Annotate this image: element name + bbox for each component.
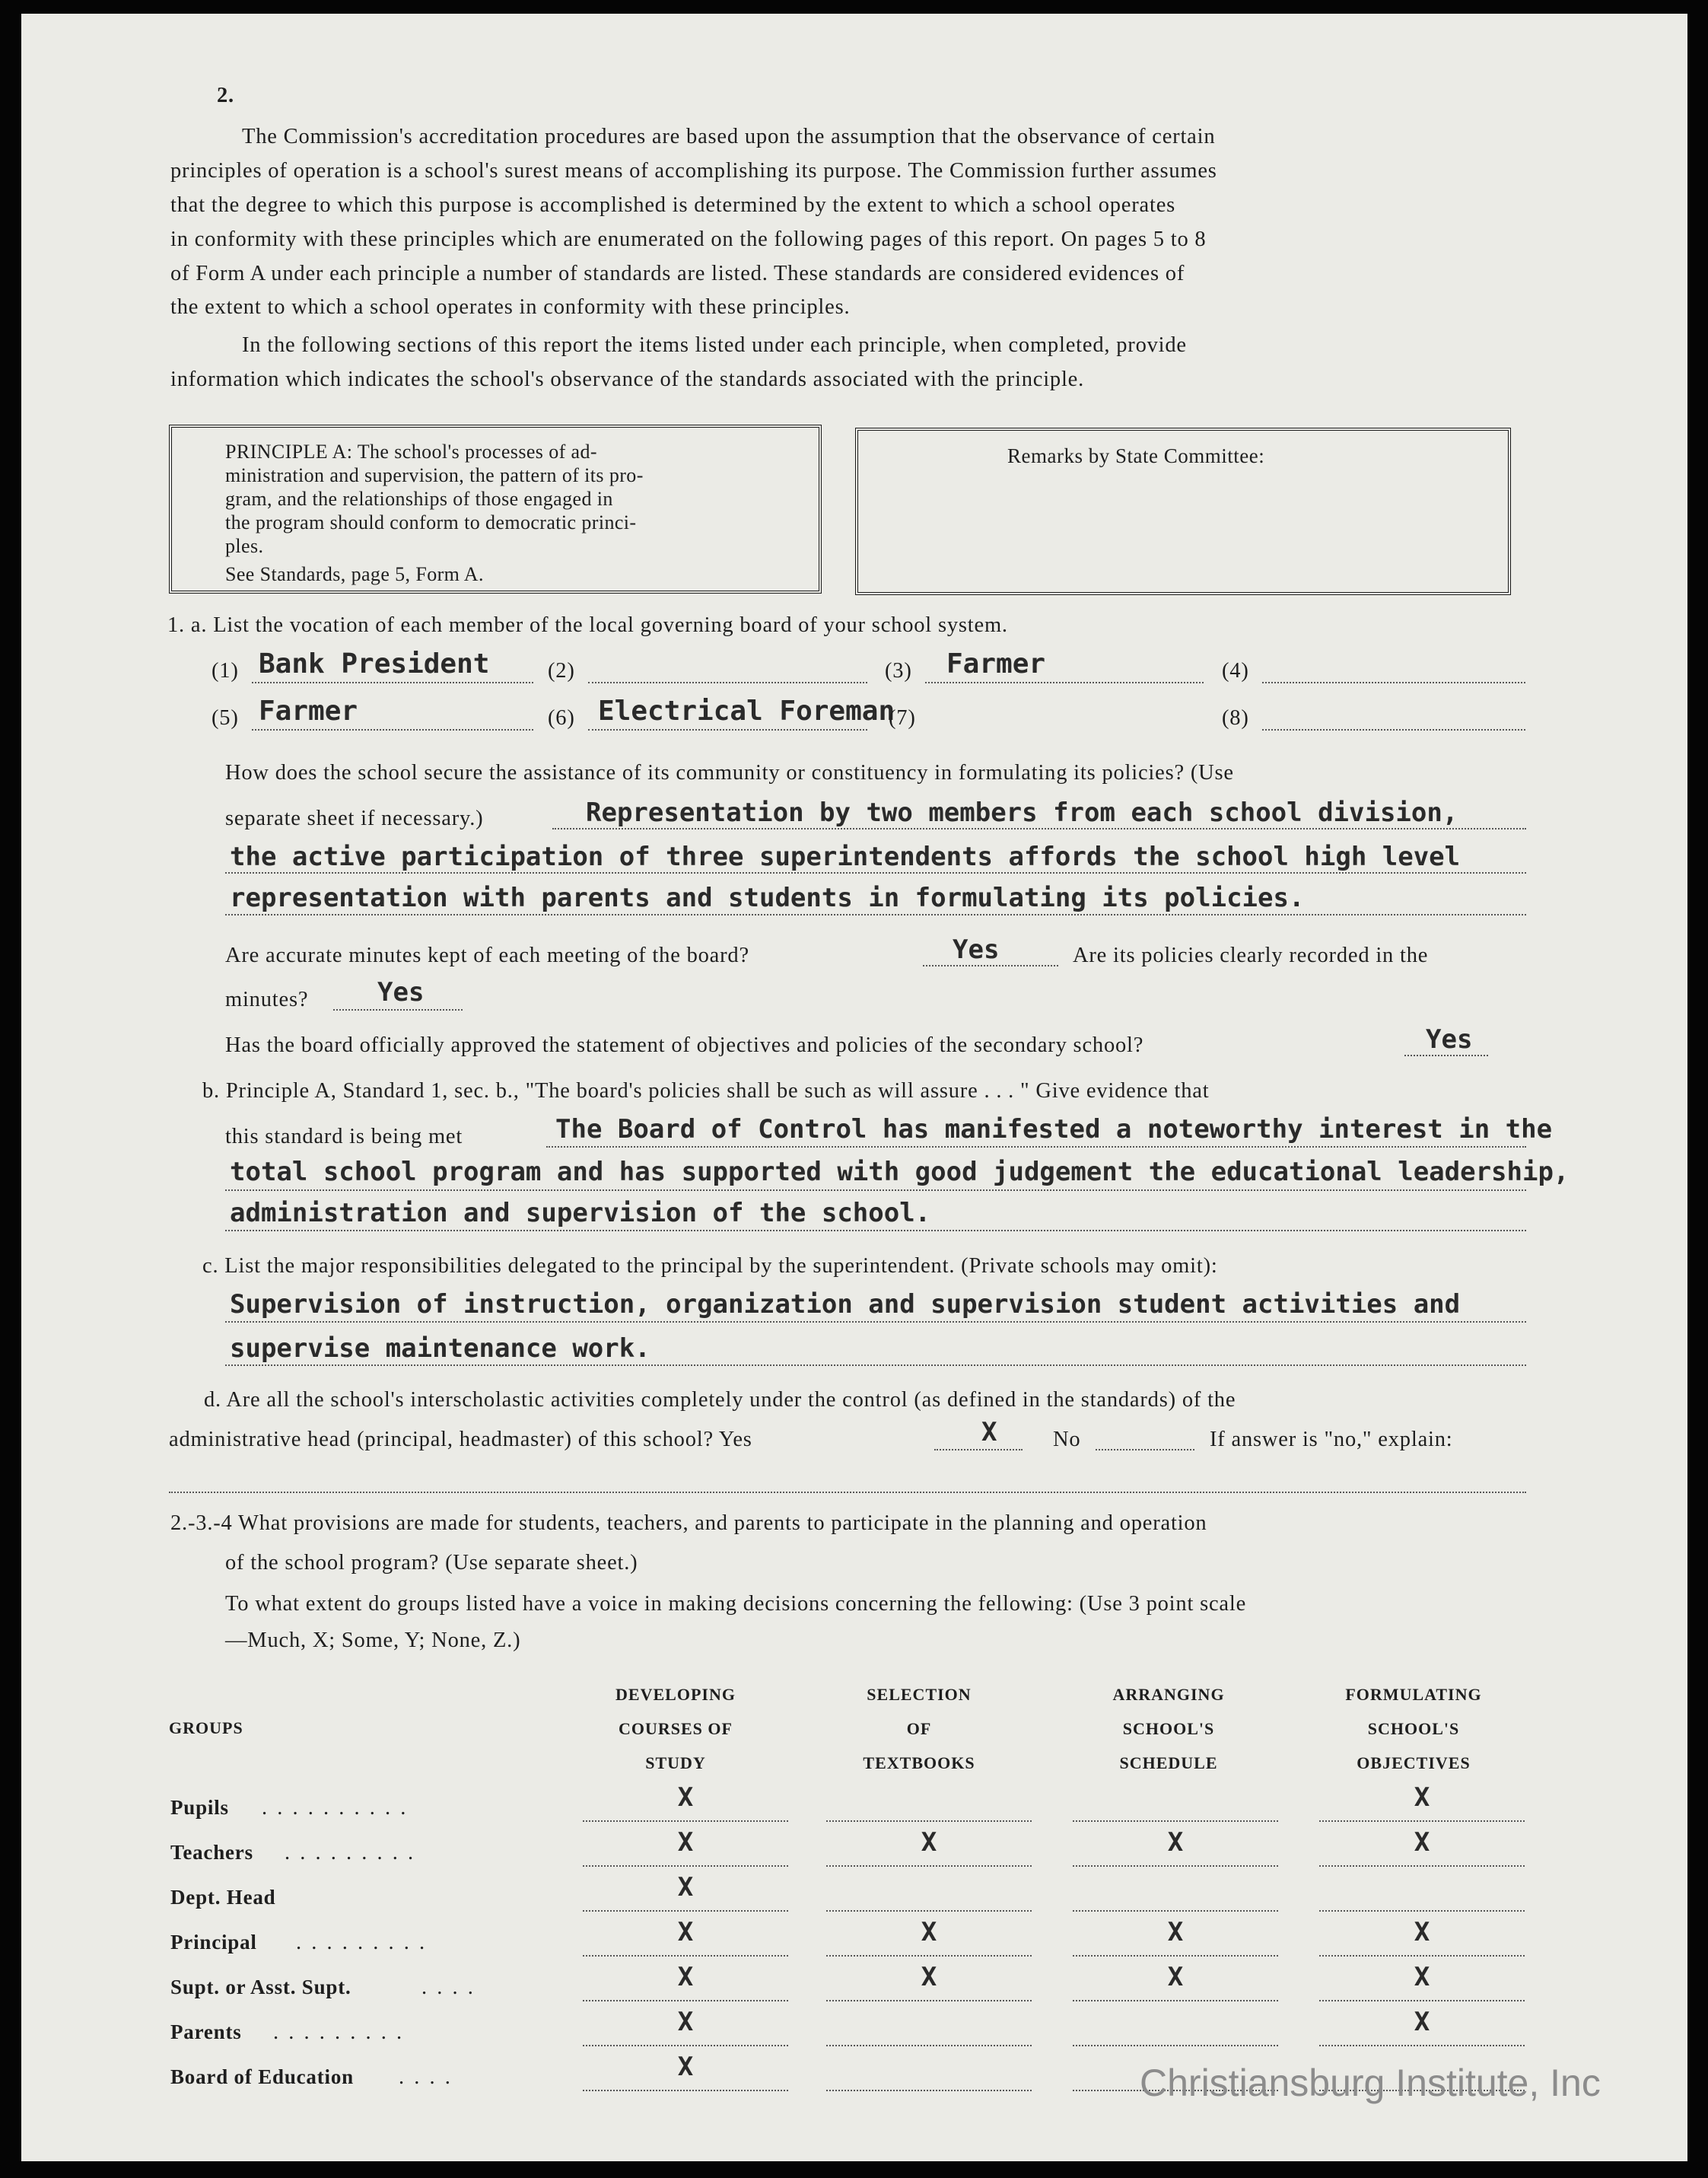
member-1-label: (1) xyxy=(212,659,239,683)
table-cell-line xyxy=(1319,1820,1525,1822)
minutes-question: Are accurate minutes kept of each meeting of the board? xyxy=(225,944,749,967)
remarks-label: Remarks by State Committee: xyxy=(1007,444,1265,467)
member-5-value[interactable]: Farmer xyxy=(259,696,358,727)
table-row-leader: . . . . xyxy=(421,1976,476,1999)
question-234-2: of the school program? (Use separate sheet.) xyxy=(225,1551,638,1575)
question-1c: c. List the major responsibilities delegated to the principal by the superintendent. (Private schools may omit): xyxy=(202,1254,1218,1278)
table-cell-mark[interactable]: X xyxy=(1167,1962,1184,1992)
member-6-value[interactable]: Electrical Foreman xyxy=(598,696,895,727)
table-cell-line xyxy=(583,2045,788,2046)
intro-line: that the degree to which this purpose is accomplished is determined by the extent to which a school operates xyxy=(170,193,1176,217)
community-question: How does the school secure the assistance of its community or constituency in formulating its policies? (Use xyxy=(225,761,1234,785)
explain-label: If answer is "no," explain: xyxy=(1210,1428,1453,1451)
intro-line: the extent to which a school operates in conformity with these principles. xyxy=(170,295,851,319)
table-cell-line xyxy=(826,1865,1032,1867)
table-cell-line xyxy=(826,1910,1032,1912)
column-header-objectives: FORMULATING SCHOOL'S OBJECTIVES xyxy=(1345,1685,1482,1772)
member-3-value[interactable]: Farmer xyxy=(946,648,1046,680)
question-1b: b. Principle A, Standard 1, sec. b., "The board's policies shall be such as will assure . . . " Give evidence that xyxy=(202,1079,1210,1103)
table-cell-mark[interactable]: X xyxy=(1414,1827,1430,1858)
table-cell-line xyxy=(826,1955,1032,1957)
column-header-courses: DEVELOPING COURSES OF STUDY xyxy=(615,1685,736,1772)
table-cell-mark[interactable]: X xyxy=(1167,1917,1184,1947)
form-page xyxy=(21,14,1687,2161)
column-header-schedule: ARRANGING SCHOOL'S SCHEDULE xyxy=(1112,1685,1225,1772)
table-cell-line xyxy=(1319,1865,1525,1867)
table-cell-mark[interactable]: X xyxy=(677,1872,694,1903)
responsibilities-answer-1[interactable]: Supervision of instruction, organization and supervision student activities and xyxy=(230,1289,1461,1320)
standard-answer-1[interactable]: The Board of Control has manifested a noteworthy interest in the xyxy=(555,1114,1553,1145)
member-7-label: (7) xyxy=(889,706,916,730)
table-row-leader: . . . . . . . . . xyxy=(285,1841,416,1864)
policies-answer[interactable]: Yes xyxy=(377,977,425,1008)
question-234-3: To what extent do groups listed have a voice in making decisions concerning the fellowing: (Use 3 point scale xyxy=(225,1592,1247,1616)
objectives-answer[interactable]: Yes xyxy=(1426,1024,1473,1055)
community-answer-3[interactable]: representation with parents and students in formulating its policies. xyxy=(230,883,1305,913)
minutes-answer[interactable]: Yes xyxy=(953,935,1000,965)
table-cell-line xyxy=(1073,1820,1278,1822)
table-cell-mark[interactable]: X xyxy=(1414,1917,1430,1947)
question-1a: 1. a. List the vocation of each member of the local governing board of your school system. xyxy=(167,613,1008,637)
no-label: No xyxy=(1053,1428,1081,1451)
table-cell-mark[interactable]: X xyxy=(677,1962,694,1992)
column-header-textbooks: SELECTION OF TEXTBOOKS xyxy=(863,1685,975,1772)
question-1d-text: administrative head (principal, headmaster) of this school? Yes xyxy=(169,1428,752,1451)
table-row-leader: . . . . xyxy=(399,2065,453,2089)
remarks-box xyxy=(855,428,1511,595)
member-1-value[interactable]: Bank President xyxy=(259,648,490,680)
table-row-label: Parents xyxy=(170,2020,242,2043)
principle-a-text: PRINCIPLE A: The school's processes of ad- ministration and supervision, the pattern of its pro- gram, and the relationships of those engaged in the program should conform to democratic princi- ples. See Standards, page 5, Form A. xyxy=(225,441,644,585)
page-number: 2. xyxy=(217,84,234,107)
table-cell-line xyxy=(1319,1910,1525,1912)
table-cell-mark[interactable]: X xyxy=(677,1917,694,1947)
standard-answer-3[interactable]: administration and supervision of the school. xyxy=(230,1198,931,1228)
intro-line: principles of operation is a school's surest means of accomplishing its purpose. The Commission further assumes xyxy=(170,159,1217,183)
member-5-label: (5) xyxy=(212,706,239,730)
community-question-2: separate sheet if necessary.) xyxy=(225,807,484,830)
table-row-leader: . . . . . . . . . xyxy=(296,1931,428,1954)
table-cell-line xyxy=(826,2000,1032,2001)
table-cell-line xyxy=(826,1820,1032,1822)
table-cell-line xyxy=(1319,2045,1525,2046)
groups-header: GROUPS xyxy=(169,1718,243,1737)
table-cell-mark[interactable]: X xyxy=(677,1782,694,1813)
table-cell-line xyxy=(583,2090,788,2091)
watermark: Christiansburg Institute, Inc xyxy=(1140,2062,1601,2104)
question-1d: d. Are all the school's interscholastic activities completely under the control (as defined in the standards) of the xyxy=(204,1388,1236,1412)
table-cell-mark[interactable]: X xyxy=(1414,1782,1430,1813)
table-row-label: Supt. or Asst. Supt. xyxy=(170,1976,351,1998)
table-cell-line xyxy=(1319,1955,1525,1957)
table-cell-line xyxy=(1073,2045,1278,2046)
intro-line: information which indicates the school's observance of the standards associated with the principle. xyxy=(170,368,1085,391)
table-cell-line xyxy=(1319,2000,1525,2001)
interscholastic-yes-mark[interactable]: X xyxy=(981,1417,997,1447)
table-cell-line xyxy=(583,1910,788,1912)
table-cell-line xyxy=(1073,1865,1278,1867)
objectives-question: Has the board officially approved the statement of objectives and policies of the secondary school? xyxy=(225,1033,1144,1057)
table-cell-line xyxy=(1073,1910,1278,1912)
intro-line: of Form A under each principle a number of standards are listed. These standards are considered evidences of xyxy=(170,262,1185,285)
table-row-label: Dept. Head xyxy=(170,1886,276,1909)
table-row-label: Principal xyxy=(170,1931,257,1954)
community-answer-2[interactable]: the active participation of three superintendents affords the school high level xyxy=(230,842,1461,872)
table-cell-mark[interactable]: X xyxy=(677,2007,694,2037)
community-answer-1[interactable]: Representation by two members from each school division, xyxy=(586,798,1458,828)
table-cell-mark[interactable]: X xyxy=(1414,2007,1430,2037)
table-row-label: Board of Education xyxy=(170,2065,354,2088)
table-cell-mark[interactable]: X xyxy=(677,2052,694,2082)
table-cell-line xyxy=(583,1955,788,1957)
table-cell-mark[interactable]: X xyxy=(677,1827,694,1858)
question-1b-2: this standard is being met xyxy=(225,1125,463,1148)
table-row-leader: . . . . . . . . . . xyxy=(262,1796,409,1820)
table-cell-line xyxy=(826,2090,1032,2091)
principle-a-box xyxy=(169,425,822,594)
policies-question: Are its policies clearly recorded in the xyxy=(1073,944,1429,967)
responsibilities-answer-2[interactable]: supervise maintenance work. xyxy=(230,1333,650,1364)
table-cell-line xyxy=(583,1820,788,1822)
table-cell-mark[interactable]: X xyxy=(921,1962,937,1992)
table-cell-line xyxy=(1073,2000,1278,2001)
question-234-4: —Much, X; Some, Y; None, Z.) xyxy=(225,1629,521,1652)
intro-line: in conformity with these principles which are enumerated on the following pages of this report. On pages 5 to 8 xyxy=(170,228,1207,251)
table-row-label: Teachers xyxy=(170,1841,253,1864)
table-cell-mark[interactable]: X xyxy=(1414,1962,1430,1992)
table-cell-mark[interactable]: X xyxy=(921,1917,937,1947)
intro-line: The Commission's accreditation procedures are based upon the assumption that the observance of certain xyxy=(242,125,1216,148)
table-cell-mark[interactable]: X xyxy=(921,1827,937,1858)
member-3-label: (3) xyxy=(885,659,912,683)
question-234: 2.-3.-4 What provisions are made for students, teachers, and parents to participate in the planning and operation xyxy=(170,1511,1207,1535)
standard-answer-2[interactable]: total school program and has supported with good judgement the educational leadership, xyxy=(230,1157,1570,1187)
table-cell-mark[interactable]: X xyxy=(1167,1827,1184,1858)
table-cell-line xyxy=(1073,1955,1278,1957)
table-row-label: Pupils xyxy=(170,1796,229,1819)
table-cell-line xyxy=(583,1865,788,1867)
table-cell-line xyxy=(583,2000,788,2001)
table-row-leader: . . . . . . . . . xyxy=(273,2020,405,2044)
member-6-label: (6) xyxy=(548,706,575,730)
member-2-label: (2) xyxy=(548,659,575,683)
member-4-label: (4) xyxy=(1222,659,1249,683)
policies-question-2: minutes? xyxy=(225,988,309,1011)
intro-line: In the following sections of this report the items listed under each principle, when completed, provide xyxy=(242,333,1187,357)
member-8-label: (8) xyxy=(1222,706,1249,730)
table-cell-line xyxy=(826,2045,1032,2046)
